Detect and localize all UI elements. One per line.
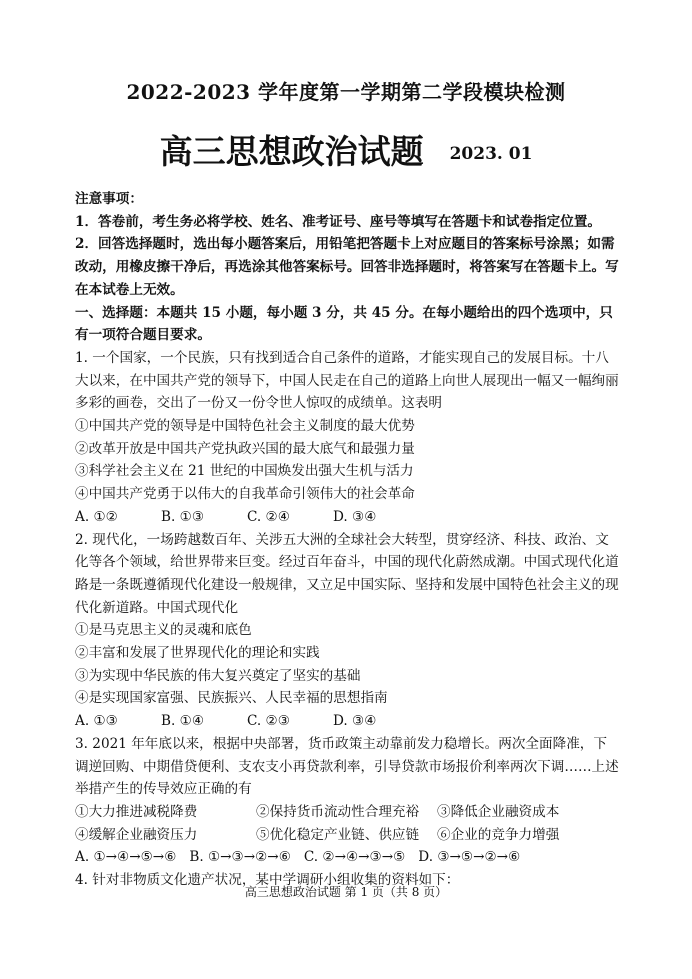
question-3-item: ⑤优化稳定产业链、供应链 bbox=[256, 826, 420, 843]
question-3-item: ③降低企业融资成本 bbox=[437, 803, 560, 820]
question-2-stem: 2. 现代化，一场跨越数百年、关涉五大洲的全球社会大转型，贯穿经济、科技、政治、文化等各个领域，给世界带来巨变。经过百年奋斗，中国的现代化蔚然成潮。中国式现代化道路是一条既遵循现代化建设一般规律，又立足中国实际、坚持和发展中国特色社会主义的现代化新道路。中国式现代化 bbox=[75, 531, 619, 616]
question-2-item: ③为实现中华民族的伟大复兴奠定了坚实的基础 bbox=[75, 667, 361, 684]
question-1-item: ①中国共产党的领导是中国特色社会主义制度的最大优势 bbox=[75, 418, 415, 435]
exam-body bbox=[75, 188, 620, 892]
question-1-item: ②改革开放是中国共产党执政兴国的最大底气和最强力量 bbox=[75, 440, 415, 457]
page-footer: 高三思想政治试题 第 1 页（共 8 页） bbox=[244, 885, 448, 899]
exam-date: 2023. 01 bbox=[449, 144, 533, 164]
option-d: D. ③④ bbox=[333, 713, 377, 730]
option-b: B. ①③ bbox=[161, 508, 205, 525]
question-3-options: A. ①→④→⑤→⑥ B. ①→③→②→⑥ C. ②→④→③→⑤ D. ③→⑤→②→⑥ bbox=[75, 849, 521, 866]
option-a: A. ①③ bbox=[75, 713, 118, 730]
exam-title: 高三思想政治试题 bbox=[159, 132, 424, 171]
option-d: D. ③④ bbox=[333, 508, 377, 525]
question-1-stem: 1. 一个国家，一个民族，只有找到适合自己条件的道路，才能实现自己的发展目标。十八大以来，在中国共产党的领导下，中国人民走在自己的道路上向世人展现出一幅又一幅绚丽多彩的画卷，交出了一份又一份令世人惊叹的成绩单。这表明 bbox=[75, 349, 619, 412]
question-3-item: ⑥企业的竞争力增强 bbox=[437, 826, 560, 843]
question-3-item: ④缓解企业融资压力 bbox=[75, 826, 198, 843]
question-3-items-row bbox=[75, 801, 620, 824]
notice-item: 1．答卷前，考生务必将学校、姓名、准考证号、座号等填写在答题卡和试卷指定位置。 bbox=[75, 213, 602, 230]
question-2-item: ④是实现国家富强、民族振兴、人民幸福的思想指南 bbox=[75, 690, 388, 707]
question-2-item: ②丰富和发展了世界现代化的理论和实践 bbox=[75, 645, 320, 662]
question-3-stem: 3. 2021 年年底以来，根据中央部署，货币政策主动靠前发力稳增长。两次全面降准，下调逆回购、中期借贷便利、支农支小再贷款利率，引导贷款市场报价利率两次下调……上述举措产生的传导效应正确的有 bbox=[75, 735, 619, 798]
option-c: C. ②④ bbox=[247, 508, 290, 525]
section-heading: 一、选择题：本题共 15 小题，每小题 3 分，共 45 分。在每小题给出的四个选项中，只有一项符合题目要求。 bbox=[75, 304, 613, 344]
question-2-item: ①是马克思主义的灵魂和底色 bbox=[75, 622, 252, 639]
question-3-item: ①大力推进减税降费 bbox=[75, 803, 198, 820]
question-3-items-row bbox=[75, 824, 620, 847]
option-a: A. ①② bbox=[75, 508, 118, 525]
notice-item: 2．回答选择题时，选出每小题答案后，用铅笔把答题卡上对应题目的答案标号涂黑；如需改动，用橡皮擦干净后，再选涂其他答案标号。回答非选择题时，将答案写在答题卡上。写在本试卷上无效。 bbox=[75, 236, 619, 298]
question-3-item: ②保持货币流动性合理充裕 bbox=[256, 803, 420, 820]
question-1-item: ③科学社会主义在 21 世纪的中国焕发出强大生机与活力 bbox=[75, 463, 414, 480]
exam-title-line bbox=[0, 126, 692, 173]
option-c: C. ②③ bbox=[247, 713, 290, 730]
exam-session-heading: 2022-2023 学年度第一学期第二学段模块检测 bbox=[126, 80, 566, 104]
question-4-stem: 4. 针对非物质文化遗产状况，某中学调研小组收集的资料如下： bbox=[75, 872, 460, 889]
question-2-options bbox=[75, 710, 620, 733]
option-b: B. ①④ bbox=[161, 713, 205, 730]
notice-heading: 注意事项： bbox=[75, 191, 143, 207]
question-1-item: ④中国共产党勇于以伟大的自我革命引领伟大的社会革命 bbox=[75, 486, 415, 503]
question-1-options bbox=[75, 506, 620, 529]
